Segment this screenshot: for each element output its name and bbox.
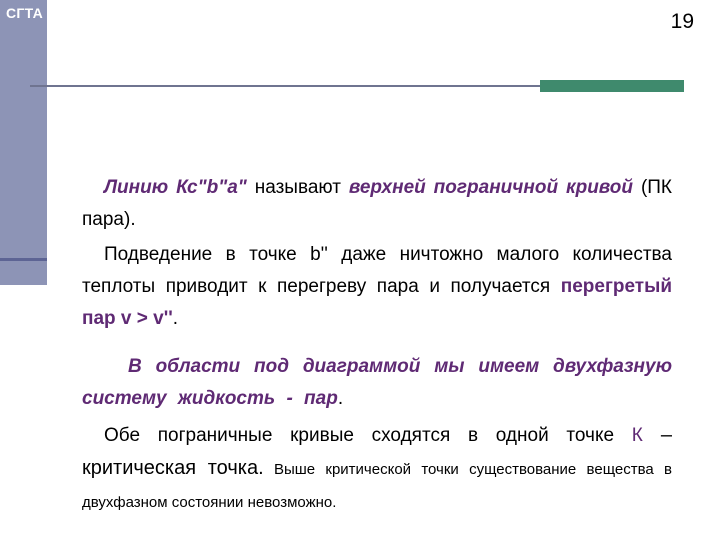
sidebar-band [0, 0, 47, 285]
line-label: Линию Кс"b"a" [104, 177, 247, 198]
text: Подведение в точке b'' даже ничтожно малого количества теплоты приводит к перегреву пара и получается [82, 244, 672, 297]
text: . [172, 308, 179, 329]
term-critical-point: – критическая точка. [82, 424, 672, 479]
page-number: 19 [670, 10, 694, 33]
text: называют [246, 177, 349, 198]
paragraph-upper-boundary-curve [82, 172, 672, 236]
term-two-phase-system: В области под диаграммой мы имеем двухфазную систему жидкость - пар [82, 356, 672, 409]
org-label: СГТА [6, 5, 44, 21]
slide-body [82, 172, 672, 519]
paragraph-critical-point [82, 419, 672, 519]
text: Обе пограничные кривые сходятся в одной точке [104, 425, 632, 446]
term-superheated-vapor: перегретый пар v > v'' [82, 276, 672, 329]
paragraph-two-phase-region [82, 351, 672, 415]
text: . [337, 388, 344, 409]
term-upper-boundary-curve: верхней пограничной кривой [348, 177, 634, 198]
text: (ПК пара). [82, 177, 672, 230]
paragraph-superheated-vapor [82, 239, 672, 335]
header-rule [30, 85, 542, 87]
term-point-k: К [631, 425, 643, 446]
note-critical-point: Выше критической точки существование вещества в двухфазном состоянии невозможно. [82, 461, 672, 511]
accent-bar [540, 80, 684, 92]
sidebar-divider [0, 258, 47, 261]
